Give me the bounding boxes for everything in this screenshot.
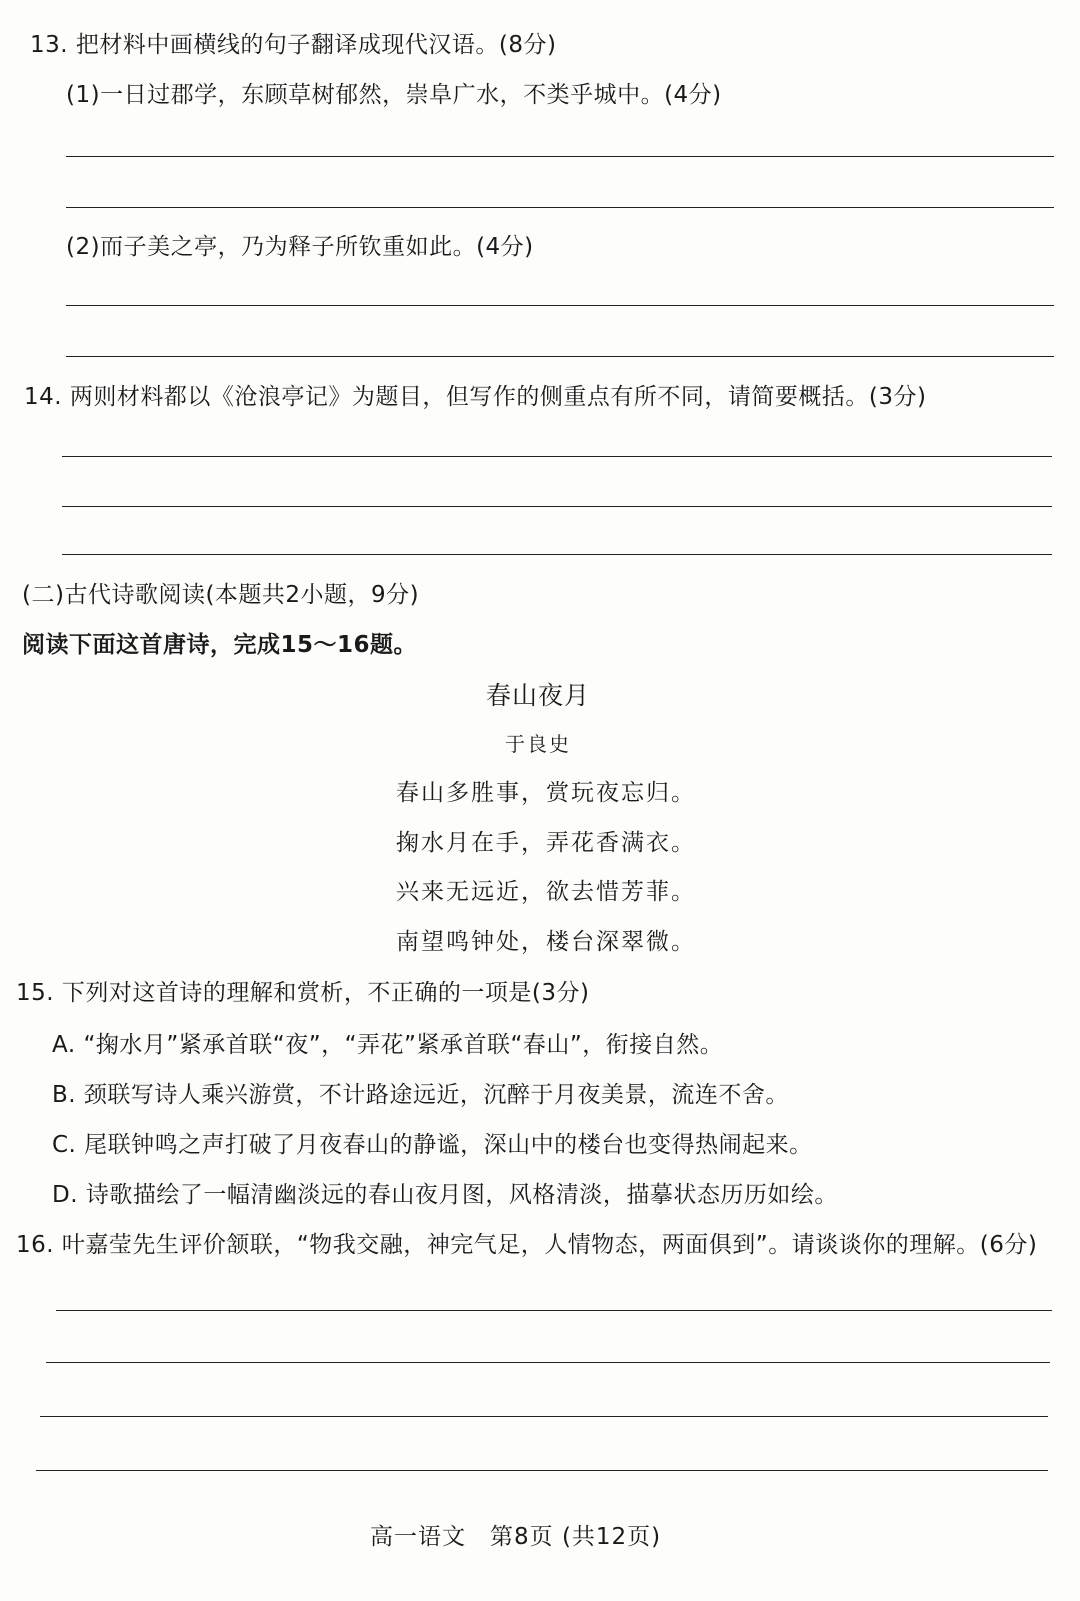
answer-line[interactable] <box>62 456 1052 457</box>
poem-author: 于良史 <box>505 732 571 756</box>
q15-option-d[interactable]: D. 诗歌描绘了一幅清幽淡远的春山夜月图，风格清淡，描摹状态历历如绘。 <box>52 1182 838 1208</box>
answer-line[interactable] <box>62 506 1052 507</box>
answer-line[interactable] <box>62 554 1052 555</box>
answer-line[interactable] <box>66 207 1054 208</box>
poem-line: 掬水月在手，弄花香满衣。 <box>396 830 696 856</box>
q15-option-a[interactable]: A. “掬水月”紧承首联“夜”，“弄花”紧承首联“春山”，衔接自然。 <box>52 1032 724 1058</box>
poem-line: 春山多胜事，赏玩夜忘归。 <box>396 780 696 806</box>
q13-sub2: (2)而子美之亭，乃为释子所钦重如此。(4分) <box>66 234 534 260</box>
answer-line[interactable] <box>66 305 1054 306</box>
q13-stem: 13. 把材料中画横线的句子翻译成现代汉语。(8分) <box>30 32 557 58</box>
q14-stem: 14. 两则材料都以《沧浪亭记》为题目，但写作的侧重点有所不同，请简要概括。(3分) <box>24 384 927 410</box>
poem-line: 南望鸣钟处，楼台深翠微。 <box>396 929 696 955</box>
section-instruction: 阅读下面这首唐诗，完成15～16题。 <box>22 632 418 658</box>
q15-option-b[interactable]: B. 颈联写诗人乘兴游赏，不计路途远近，沉醉于月夜美景，流连不舍。 <box>52 1082 789 1108</box>
poem-title: 春山夜月 <box>486 681 591 710</box>
answer-line[interactable] <box>66 356 1054 357</box>
q15-option-c[interactable]: C. 尾联钟鸣之声打破了月夜春山的静谧，深山中的楼台也变得热闹起来。 <box>52 1132 813 1158</box>
q13-sub1: (1)一日过郡学，东顾草树郁然，崇阜广水，不类乎城中。(4分) <box>66 82 722 108</box>
poem-line: 兴来无远近，欲去惜芳菲。 <box>396 879 696 905</box>
page-footer: 高一语文 第8页 (共12页) <box>370 1524 662 1550</box>
q15-stem: 15. 下列对这首诗的理解和赏析，不正确的一项是(3分) <box>16 980 590 1006</box>
answer-line[interactable] <box>46 1362 1050 1363</box>
answer-line[interactable] <box>40 1416 1048 1417</box>
answer-line[interactable] <box>56 1310 1052 1311</box>
answer-line[interactable] <box>36 1470 1048 1471</box>
section-heading: (二)古代诗歌阅读(本题共2小题，9分) <box>22 582 420 608</box>
answer-line[interactable] <box>66 156 1054 157</box>
q16-stem: 16. 叶嘉莹先生评价颔联，“物我交融，神完气足，人情物态，两面俱到”。请谈谈你的理解。(6分) <box>16 1232 1038 1258</box>
